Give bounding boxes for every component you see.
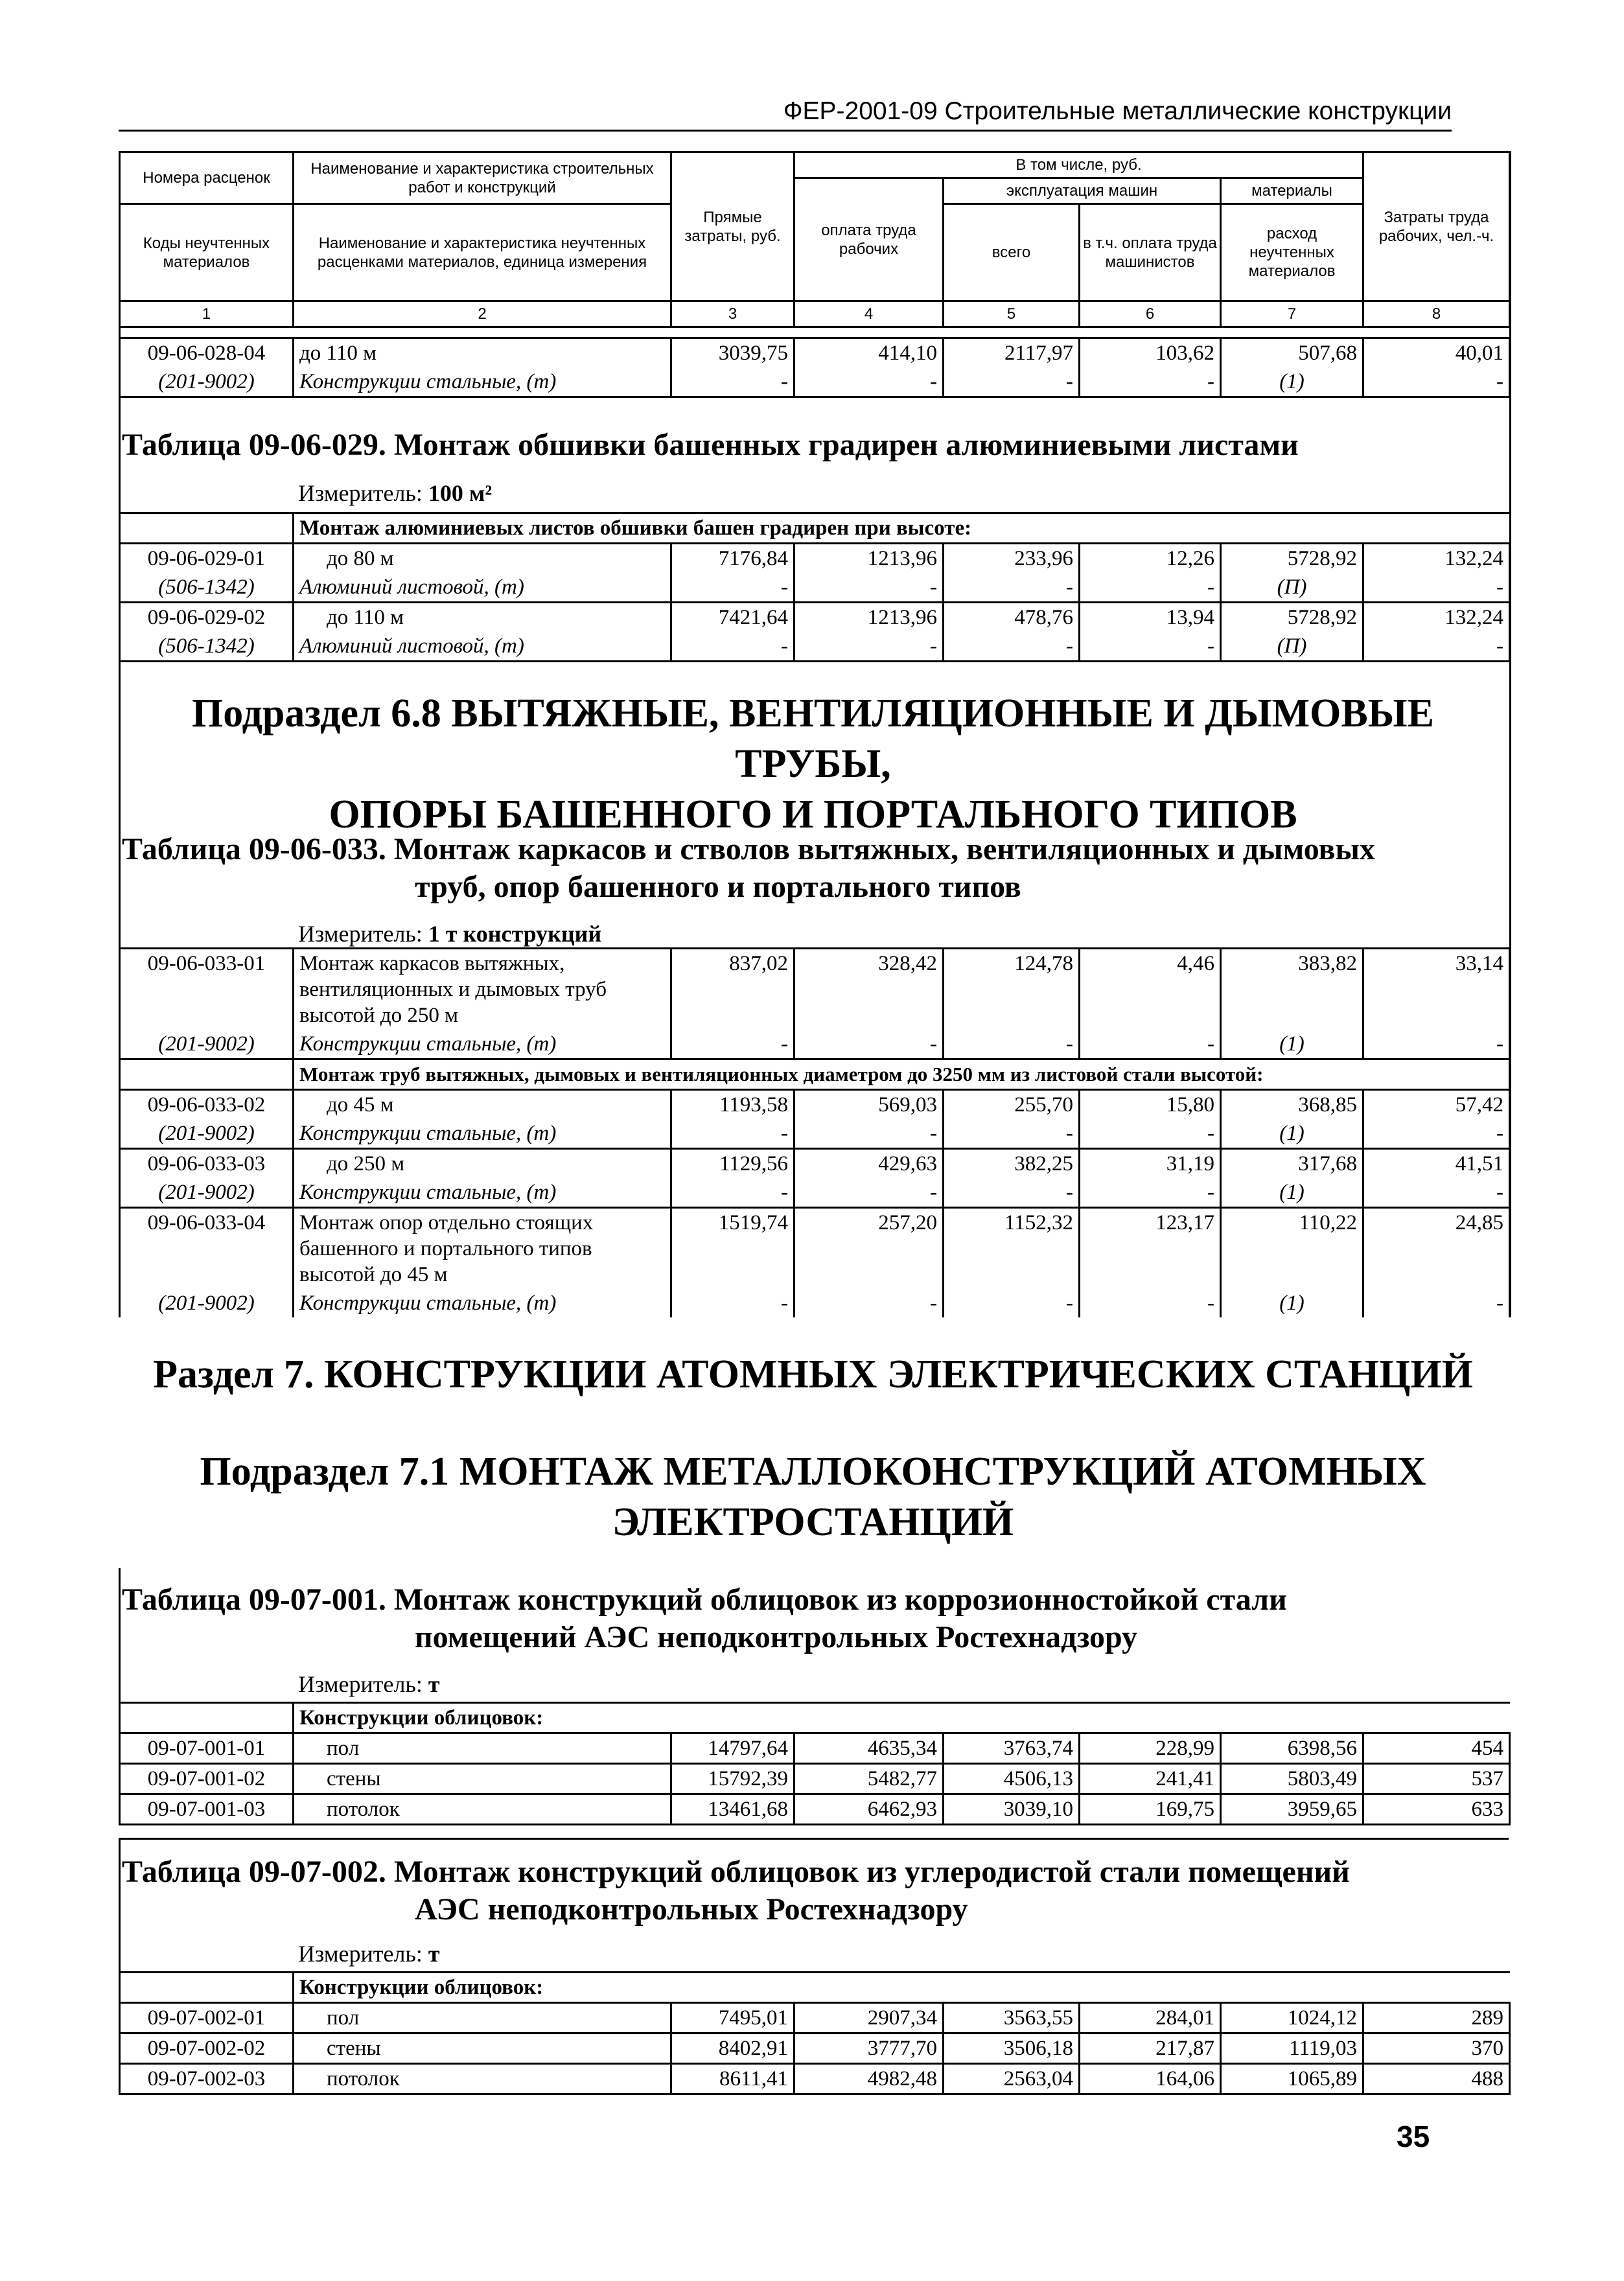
cell: -	[1080, 1289, 1221, 1317]
machines-total: 4506,13	[944, 1764, 1080, 1794]
material-row	[120, 1119, 1510, 1149]
labor: 488	[1363, 2064, 1510, 2094]
labor: 289	[1363, 2003, 1510, 2033]
cell: -	[1080, 367, 1221, 397]
machines-total: 2563,04	[944, 2064, 1080, 2094]
table-702-measure	[298, 1940, 440, 1967]
table-033-title-line2: труб, опор башенного и портального типов	[415, 870, 1021, 904]
table-029-title: Таблица 09-06-029. Монтаж обшивки башенных градирен алюминиевыми листами	[122, 428, 1299, 462]
direct-cost: 8611,41	[671, 2064, 795, 2094]
operator-pay: 123,17	[1080, 1208, 1221, 1290]
column-header-table	[119, 151, 1511, 328]
table-row	[120, 1149, 1510, 1179]
header-including: В том числе, руб.	[795, 152, 1363, 178]
cell: -	[671, 632, 795, 662]
subsection-line: Подраздел 7.1 МОНТАЖ МЕТАЛЛОКОНСТРУКЦИЙ АТОМНЫХ	[200, 1450, 1426, 1494]
col-num: 6	[1080, 301, 1221, 327]
materials: 368,85	[1221, 1090, 1363, 1120]
header-work-name: Наименование и характеристика строительных работ и конструкций	[294, 152, 671, 204]
cell: -	[795, 367, 944, 397]
material-name: Конструкции стальные, (т)	[294, 1178, 671, 1208]
materials: 5728,92	[1221, 603, 1363, 632]
table-702-title-line2: АЭС неподконтрольных Ростехнадзору	[415, 1892, 968, 1927]
cell: -	[795, 1289, 944, 1317]
cell: -	[1363, 632, 1510, 662]
cell: -	[671, 573, 795, 603]
operator-pay: 31,19	[1080, 1149, 1221, 1179]
measure-label: Измеритель:	[298, 1671, 423, 1697]
header-labor: Затраты труда рабочих, чел.-ч.	[1363, 152, 1510, 301]
cell: (1)	[1221, 1030, 1363, 1059]
table-029	[119, 512, 1511, 662]
header-worker-pay: оплата труда рабочих	[795, 178, 944, 301]
direct-cost: 13461,68	[671, 1794, 795, 1825]
machines-total: 3039,10	[944, 1794, 1080, 1825]
labor: 41,51	[1363, 1149, 1510, 1179]
subsection-7-1-title	[119, 1446, 1507, 1547]
operator-pay: 12,26	[1080, 544, 1221, 573]
cell: -	[944, 1119, 1080, 1149]
machines-total: 3763,74	[944, 1733, 1080, 1764]
materials: 1024,12	[1221, 2003, 1363, 2033]
rate-code: 09-06-033-04	[120, 1208, 294, 1290]
col-num: 8	[1363, 301, 1510, 327]
materials: 110,22	[1221, 1208, 1363, 1290]
table-row	[120, 2064, 1510, 2094]
rate-name	[294, 949, 671, 1030]
cell: -	[944, 573, 1080, 603]
table-row	[120, 544, 1510, 573]
materials: 6398,56	[1221, 1733, 1363, 1764]
header-material-codes: Коды неучтенных материалов	[120, 204, 294, 301]
col-num: 2	[294, 301, 671, 327]
measure-value: 100 м²	[428, 480, 493, 506]
operator-pay: 164,06	[1080, 2064, 1221, 2094]
material-name: Конструкции стальные, (т)	[294, 367, 671, 397]
table-702-title: Таблица 09-07-002. Монтаж конструкций облицовок из углеродистой стали помещений	[122, 1855, 1350, 1889]
table-row	[120, 1794, 1510, 1825]
materials: 1119,03	[1221, 2033, 1363, 2064]
header-direct-costs: Прямые затраты, руб.	[671, 152, 795, 301]
table-row	[120, 1733, 1510, 1764]
cell: -	[671, 1030, 795, 1059]
machines-total: 233,96	[944, 544, 1080, 573]
group-label: Конструкции облицовок:	[294, 1703, 1510, 1733]
rate-code: 09-06-028-04	[120, 338, 294, 368]
cell: -	[944, 1289, 1080, 1317]
material-name: Конструкции стальные, (т)	[294, 1030, 671, 1059]
table-701-measure	[298, 1671, 440, 1698]
material-row	[120, 367, 1510, 397]
cell: -	[1363, 1030, 1510, 1059]
table-row	[120, 603, 1510, 632]
operator-pay: 13,94	[1080, 603, 1221, 632]
labor: 33,14	[1363, 949, 1510, 1030]
rate-name: стены	[294, 2033, 671, 2064]
header-operator-pay: в т.ч. оплата труда машинистов	[1080, 204, 1221, 301]
materials: 317,68	[1221, 1149, 1363, 1179]
worker-pay: 1213,96	[795, 544, 944, 573]
material-row	[120, 1178, 1510, 1208]
direct-cost: 3039,75	[671, 338, 795, 368]
direct-cost: 1193,58	[671, 1090, 795, 1120]
direct-cost: 14797,64	[671, 1733, 795, 1764]
material-code: (201-9002)	[120, 1178, 294, 1208]
labor: 537	[1363, 1764, 1510, 1794]
group-label: Конструкции облицовок:	[294, 1973, 1510, 2003]
rate-code: 09-06-033-03	[120, 1149, 294, 1179]
machines-total: 2117,97	[944, 338, 1080, 368]
worker-pay: 4982,48	[795, 2064, 944, 2094]
labor: 454	[1363, 1733, 1510, 1764]
worker-pay: 2907,34	[795, 2003, 944, 2033]
worker-pay: 5482,77	[795, 1764, 944, 1794]
direct-cost: 7176,84	[671, 544, 795, 573]
cell: -	[944, 632, 1080, 662]
rate-code: 09-07-002-03	[120, 2064, 294, 2094]
header-rule	[119, 130, 1452, 132]
table-029-measure	[298, 480, 492, 507]
header-material-names: Наименование и характеристика неучтенных расценками материалов, единица измерения	[294, 204, 671, 301]
direct-cost: 7495,01	[671, 2003, 795, 2033]
table-701-title-line2: помещений АЭС неподконтрольных Ростехнадзору	[415, 1620, 1138, 1654]
column-number-row	[120, 301, 1510, 327]
labor: 40,01	[1363, 338, 1510, 368]
material-row	[120, 1030, 1510, 1059]
material-code: (506-1342)	[120, 632, 294, 662]
machines-total: 1152,32	[944, 1208, 1080, 1290]
cell: (1)	[1221, 1178, 1363, 1208]
table-701	[119, 1702, 1511, 1825]
rate-name: до 110 м	[294, 338, 671, 368]
group-row	[120, 1973, 1510, 2003]
direct-cost: 1519,74	[671, 1208, 795, 1290]
rate-code: 09-06-033-01	[120, 949, 294, 1030]
table-row	[120, 2003, 1510, 2033]
materials: 507,68	[1221, 338, 1363, 368]
subsection-line: Подраздел 6.8 ВЫТЯЖНЫЕ, ВЕНТИЛЯЦИОННЫЕ И ДЫМОВЫЕ ТРУБЫ,	[192, 691, 1434, 786]
header-machines: эксплуатация машин	[944, 178, 1221, 204]
rate-code: 09-06-029-01	[120, 544, 294, 573]
header-machines-total: всего	[944, 204, 1080, 301]
rate-name: до 250 м	[294, 1149, 671, 1179]
table-033-title: Таблица 09-06-033. Монтаж каркасов и стволов вытяжных, вентиляционных и дымовых	[122, 832, 1375, 866]
materials: 5728,92	[1221, 544, 1363, 573]
table-row	[120, 1208, 1510, 1290]
machines-total: 255,70	[944, 1090, 1080, 1120]
direct-cost: 1129,56	[671, 1149, 795, 1179]
labor: 57,42	[1363, 1090, 1510, 1120]
material-row	[120, 1289, 1510, 1317]
measure-value: т	[428, 1671, 440, 1697]
table-row	[120, 1764, 1510, 1794]
cell: -	[795, 1030, 944, 1059]
machines-total: 382,25	[944, 1149, 1080, 1179]
cell: -	[671, 1119, 795, 1149]
labor: 24,85	[1363, 1208, 1510, 1290]
measure-label: Измеритель:	[298, 480, 423, 506]
cell: (П)	[1221, 632, 1363, 662]
worker-pay: 6462,93	[795, 1794, 944, 1825]
cell: -	[795, 1178, 944, 1208]
direct-cost: 15792,39	[671, 1764, 795, 1794]
materials: 5803,49	[1221, 1764, 1363, 1794]
rate-name-line: Монтаж опор отдельно стоящих	[299, 1211, 594, 1234]
cell: (1)	[1221, 1119, 1363, 1149]
header-materials: материалы	[1221, 178, 1363, 204]
worker-pay: 4635,34	[795, 1733, 944, 1764]
operator-pay: 217,87	[1080, 2033, 1221, 2064]
cell: -	[671, 1178, 795, 1208]
cell: -	[795, 1119, 944, 1149]
measure-value: 1 т конструкций	[428, 921, 602, 947]
col-num: 5	[944, 301, 1080, 327]
group-row	[120, 1703, 1510, 1733]
machines-total: 478,76	[944, 603, 1080, 632]
cell: -	[795, 573, 944, 603]
direct-cost: 7421,64	[671, 603, 795, 632]
group-label: Монтаж алюминиевых листов обшивки башен градирен при высоте:	[294, 513, 1510, 544]
measure-label: Измеритель:	[298, 921, 423, 947]
rate-name	[294, 1208, 671, 1290]
material-name: Алюминий листовой, (т)	[294, 632, 671, 662]
cell: -	[944, 1030, 1080, 1059]
operator-pay: 284,01	[1080, 2003, 1221, 2033]
rate-name: до 80 м	[294, 544, 671, 573]
material-code: (201-9002)	[120, 1289, 294, 1317]
page-number: 35	[1397, 2120, 1430, 2153]
col-num: 7	[1221, 301, 1363, 327]
group-row	[120, 1059, 1510, 1090]
table-033	[119, 947, 1511, 1317]
cell: -	[1363, 573, 1510, 603]
rate-code: 09-07-001-02	[120, 1764, 294, 1794]
cell: -	[944, 367, 1080, 397]
material-code: (201-9002)	[120, 1119, 294, 1149]
col-num: 3	[671, 301, 795, 327]
rate-code: 09-07-002-01	[120, 2003, 294, 2033]
machines-total: 3563,55	[944, 2003, 1080, 2033]
cell: -	[795, 632, 944, 662]
rate-code: 09-06-033-02	[120, 1090, 294, 1120]
worker-pay: 569,03	[795, 1090, 944, 1120]
table-row	[120, 1090, 1510, 1120]
worker-pay: 414,10	[795, 338, 944, 368]
cell: -	[1080, 1030, 1221, 1059]
cell: -	[1363, 1178, 1510, 1208]
col-num: 4	[795, 301, 944, 327]
operator-pay: 4,46	[1080, 949, 1221, 1030]
rate-name: потолок	[294, 2064, 671, 2094]
table-028-rows	[119, 337, 1511, 398]
rate-name: стены	[294, 1764, 671, 1794]
labor: 132,24	[1363, 544, 1510, 573]
material-row	[120, 573, 1510, 603]
subsection-line: ЭЛЕКТРОСТАНЦИЙ	[612, 1500, 1014, 1544]
header-material-consumption: расход неучтенных материалов	[1221, 204, 1363, 301]
cell: -	[671, 1289, 795, 1317]
rate-name-line: башенного и портального типов	[299, 1237, 592, 1260]
rate-name-line: высотой до 250 м	[299, 1004, 459, 1027]
cell: -	[1080, 1119, 1221, 1149]
header-rate-numbers: Номера расценок	[120, 152, 294, 204]
worker-pay: 1213,96	[795, 603, 944, 632]
table-row	[120, 949, 1510, 1030]
cell: (1)	[1221, 1289, 1363, 1317]
material-name: Алюминий листовой, (т)	[294, 573, 671, 603]
rate-name: потолок	[294, 1794, 671, 1825]
materials: 1065,89	[1221, 2064, 1363, 2094]
subsection-6-8-title	[119, 688, 1507, 840]
cell: -	[944, 1178, 1080, 1208]
rate-name: до 45 м	[294, 1090, 671, 1120]
rate-name: до 110 м	[294, 603, 671, 632]
subsection-line: ОПОРЫ БАШЕННОГО И ПОРТАЛЬНОГО ТИПОВ	[329, 793, 1297, 837]
operator-pay: 169,75	[1080, 1794, 1221, 1825]
col-num: 1	[120, 301, 294, 327]
operator-pay: 15,80	[1080, 1090, 1221, 1120]
cell: -	[1363, 367, 1510, 397]
rate-code: 09-07-001-01	[120, 1733, 294, 1764]
worker-pay: 257,20	[795, 1208, 944, 1290]
labor: 370	[1363, 2033, 1510, 2064]
cell: (П)	[1221, 573, 1363, 603]
table-033-measure	[298, 920, 601, 947]
worker-pay: 328,42	[795, 949, 944, 1030]
labor: 132,24	[1363, 603, 1510, 632]
table-row	[120, 338, 1510, 368]
table-rule	[119, 1838, 1509, 1840]
material-code: (506-1342)	[120, 573, 294, 603]
measure-value: т	[428, 1941, 440, 1967]
direct-cost: 8402,91	[671, 2033, 795, 2064]
rate-name-line: Монтаж каркасов вытяжных,	[299, 952, 565, 975]
labor: 633	[1363, 1794, 1510, 1825]
cell: -	[1363, 1119, 1510, 1149]
rate-name-line: вентиляционных и дымовых труб	[299, 978, 607, 1001]
machines-total: 124,78	[944, 949, 1080, 1030]
material-code: (201-9002)	[120, 367, 294, 397]
rate-code: 09-07-002-02	[120, 2033, 294, 2064]
material-row	[120, 632, 1510, 662]
cell: -	[1080, 632, 1221, 662]
cell: (1)	[1221, 367, 1363, 397]
table-701-title: Таблица 09-07-001. Монтаж конструкций облицовок из коррозионностойкой стали	[122, 1582, 1287, 1617]
material-name: Конструкции стальные, (т)	[294, 1289, 671, 1317]
rate-code: 09-06-029-02	[120, 603, 294, 632]
operator-pay: 228,99	[1080, 1733, 1221, 1764]
running-header: ФЕР-2001-09 Строительные металлические конструкции	[783, 97, 1452, 125]
table-702	[119, 1971, 1511, 2095]
measure-label: Измеритель:	[298, 1941, 423, 1967]
machines-total: 3506,18	[944, 2033, 1080, 2064]
materials: 3959,65	[1221, 1794, 1363, 1825]
materials: 383,82	[1221, 949, 1363, 1030]
material-name: Конструкции стальные, (т)	[294, 1119, 671, 1149]
rate-code: 09-07-001-03	[120, 1794, 294, 1825]
cell: -	[671, 367, 795, 397]
worker-pay: 3777,70	[795, 2033, 944, 2064]
cell: -	[1363, 1289, 1510, 1317]
table-row	[120, 2033, 1510, 2064]
material-code: (201-9002)	[120, 1030, 294, 1059]
worker-pay: 429,63	[795, 1149, 944, 1179]
section-7-title: Раздел 7. КОНСТРУКЦИИ АТОМНЫХ ЭЛЕКТРИЧЕСКИХ СТАНЦИЙ	[153, 1352, 1473, 1396]
group-label: Монтаж труб вытяжных, дымовых и вентиляционных диаметром до 3250 мм из листовой стали высотой:	[294, 1059, 1510, 1090]
rate-name: пол	[294, 1733, 671, 1764]
cell: -	[1080, 573, 1221, 603]
operator-pay: 103,62	[1080, 338, 1221, 368]
operator-pay: 241,41	[1080, 1764, 1221, 1794]
cell: -	[1080, 1178, 1221, 1208]
rate-name: пол	[294, 2003, 671, 2033]
group-row	[120, 513, 1510, 544]
direct-cost: 837,02	[671, 949, 795, 1030]
rate-name-line: высотой до 45 м	[299, 1263, 448, 1286]
